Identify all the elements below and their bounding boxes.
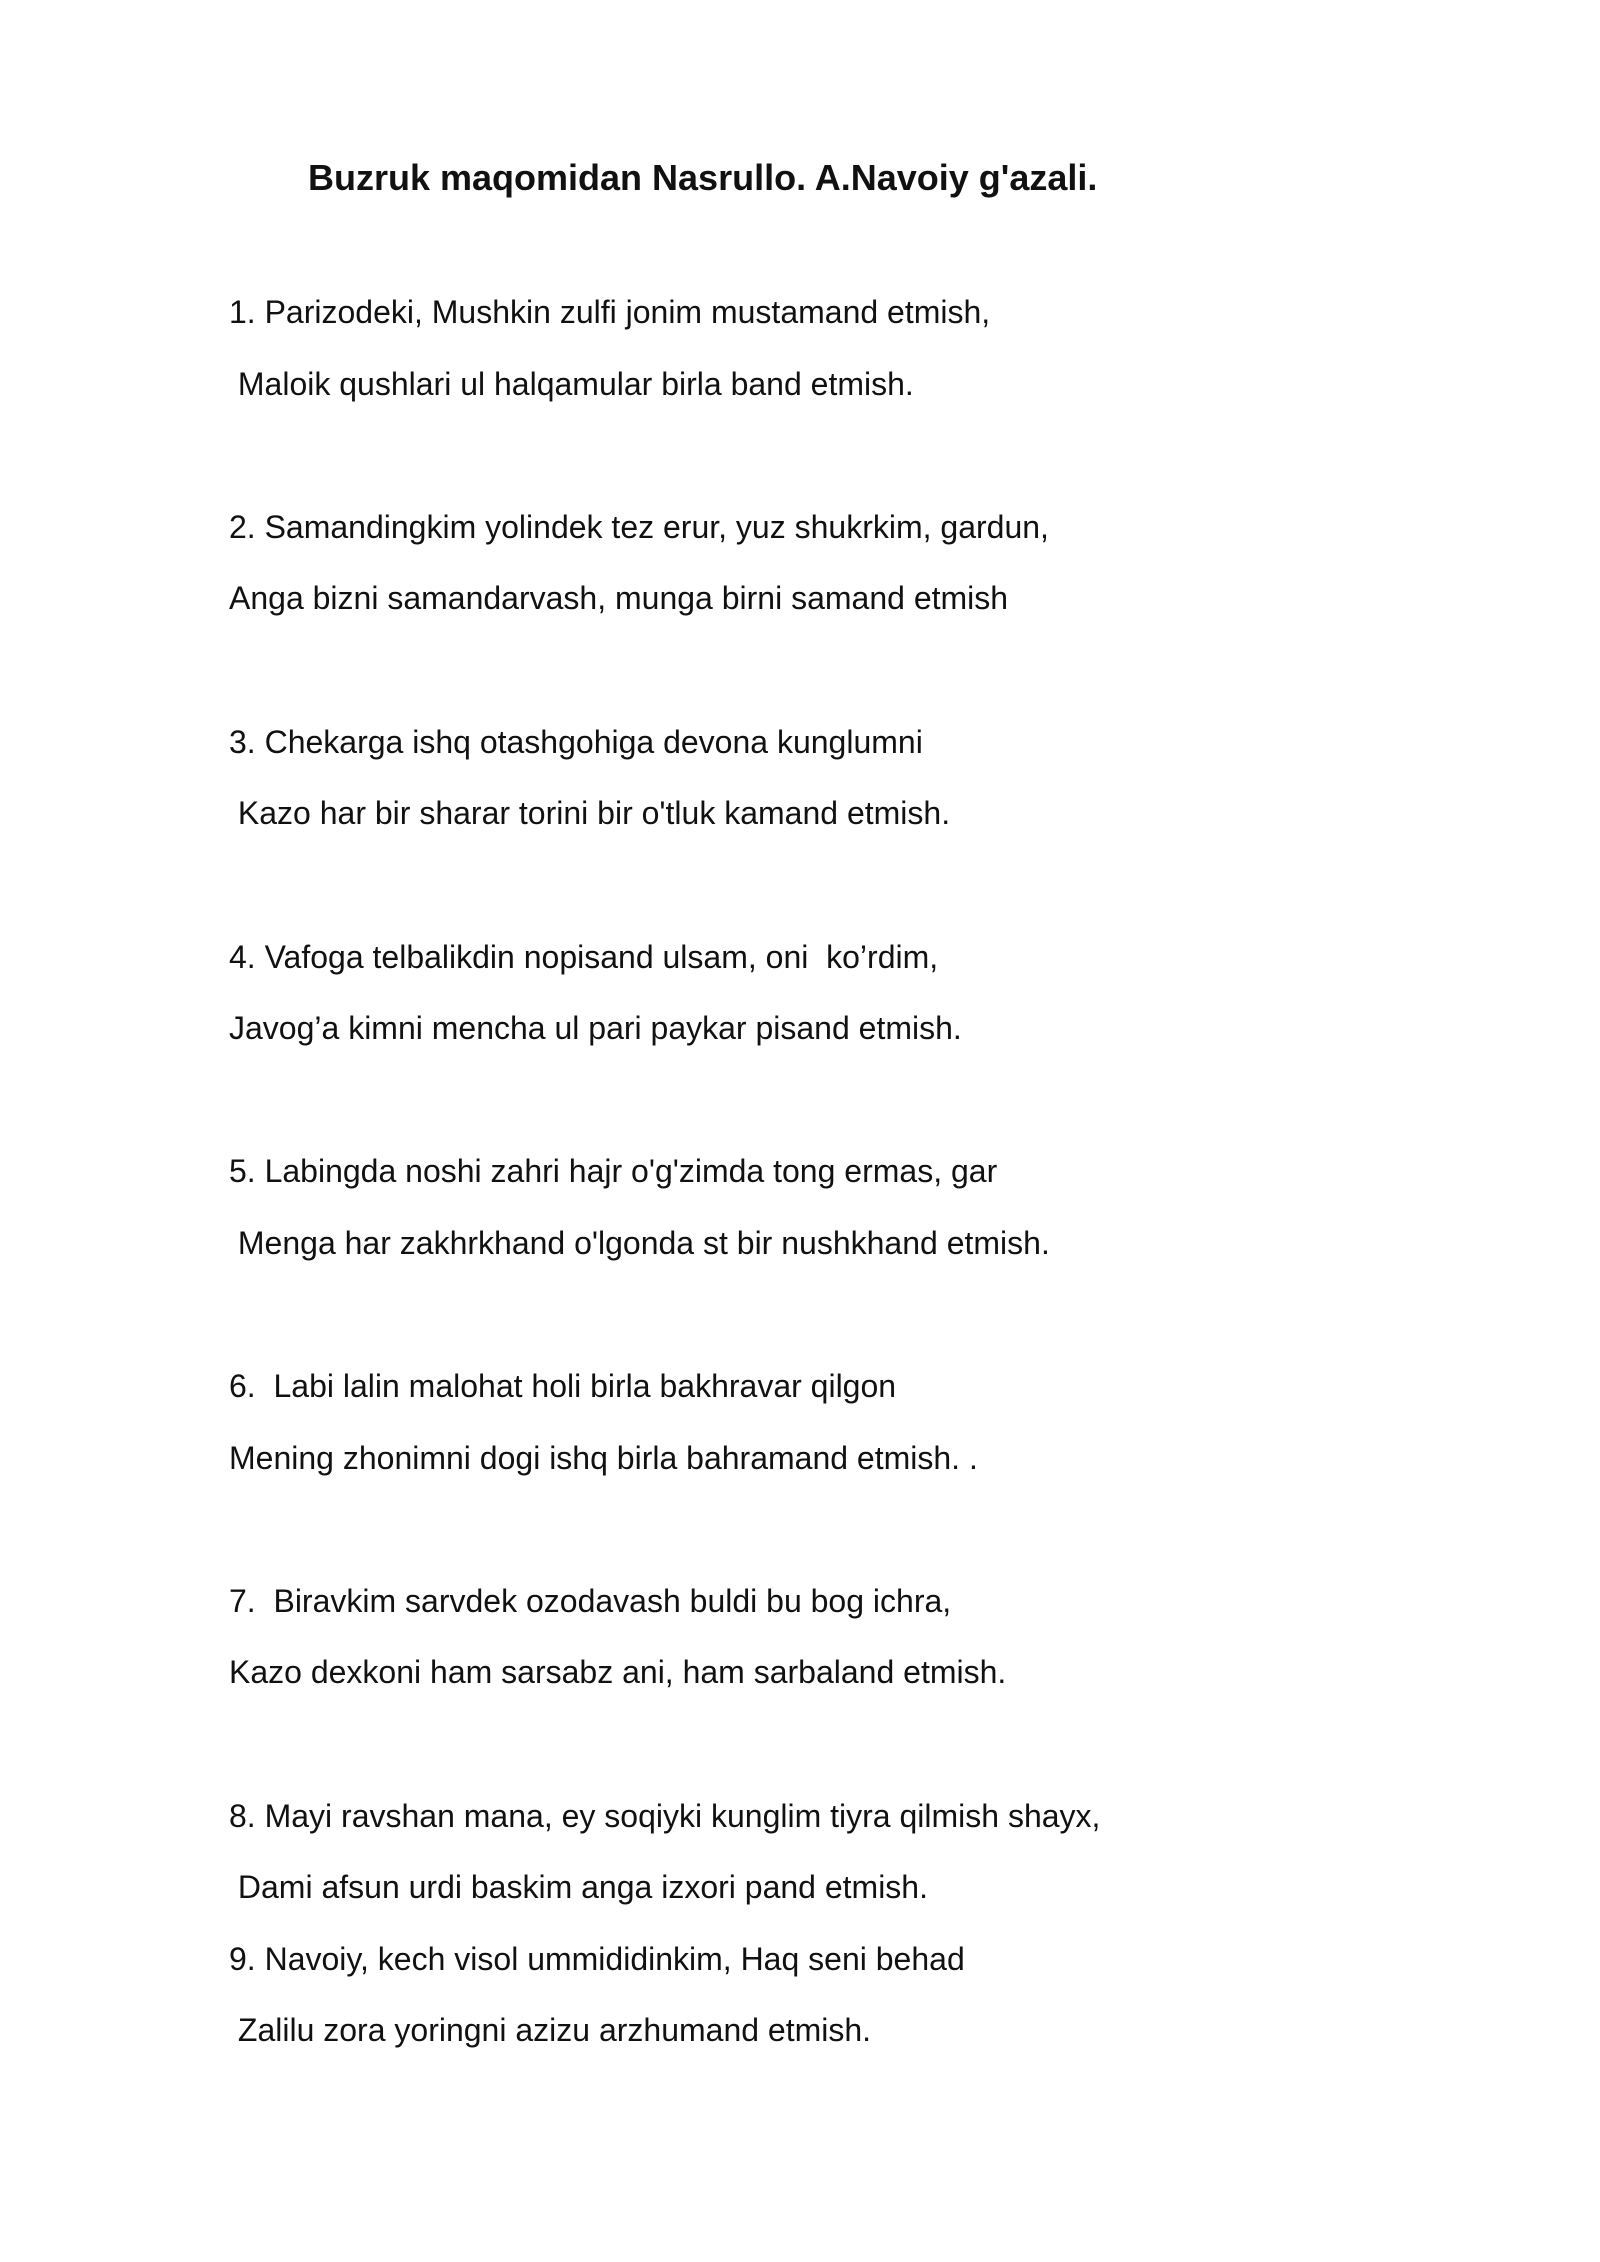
- stanza-1-line-1: 1. Parizodeki, Mushkin zulfi jonim mustamand etmish,: [229, 294, 991, 330]
- stanza-6-line-2: Mening zhonimni dogi ishq birla bahramand etmish. .: [229, 1440, 978, 1476]
- stanza-5-line-2: Menga har zakhrkhand o'lgonda st bir nushkhand etmish.: [229, 1225, 1050, 1261]
- document-title: Buzruk maqomidan Nasrullo. A.Navoiy g'azali.: [308, 157, 1098, 198]
- stanza-9-line-1: 9. Navoiy, kech visol ummididinkim, Haq seni behad: [229, 1941, 965, 1977]
- stanza-8-line-1: 8. Mayi ravshan mana, ey soqiyki kunglim tiyra qilmish shayx,: [229, 1798, 1101, 1834]
- stanza-2-line-2: Anga bizni samandarvash, munga birni samand etmish: [229, 580, 1009, 616]
- stanza-4-line-1: 4. Vafoga telbalikdin nopisand ulsam, oni ko’rdim,: [229, 939, 939, 975]
- stanza-5-line-1: 5. Labingda noshi zahri hajr o'g'zimda tong ermas, gar: [229, 1153, 998, 1189]
- stanza-7-line-2: Kazo dexkoni ham sarsabz ani, ham sarbaland etmish.: [229, 1654, 1007, 1690]
- stanza-7-line-1: 7. Biravkim sarvdek ozodavash buldi bu bog ichra,: [229, 1583, 952, 1619]
- stanza-9-line-2: Zalilu zora yoringni azizu arzhumand etmish.: [229, 2012, 872, 2048]
- stanza-3-line-2: Kazo har bir sharar torini bir o'tluk kamand etmish.: [229, 795, 951, 831]
- stanza-8-line-2: Dami afsun urdi baskim anga izxori pand etmish.: [229, 1869, 928, 1905]
- stanza-1-line-2: Maloik qushlari ul halqamular birla band etmish.: [229, 366, 914, 402]
- stanza-3-line-1: 3. Chekarga ishq otashgohiga devona kunglumni: [229, 724, 923, 760]
- stanza-6-line-1: 6. Labi lalin malohat holi birla bakhravar qilgon: [229, 1368, 897, 1404]
- stanza-2-line-1: 2. Samandingkim yolindek tez erur, yuz shukrkim, gardun,: [229, 509, 1049, 545]
- stanza-4-line-2: Javog’a kimni mencha ul pari paykar pisand etmish.: [229, 1010, 962, 1046]
